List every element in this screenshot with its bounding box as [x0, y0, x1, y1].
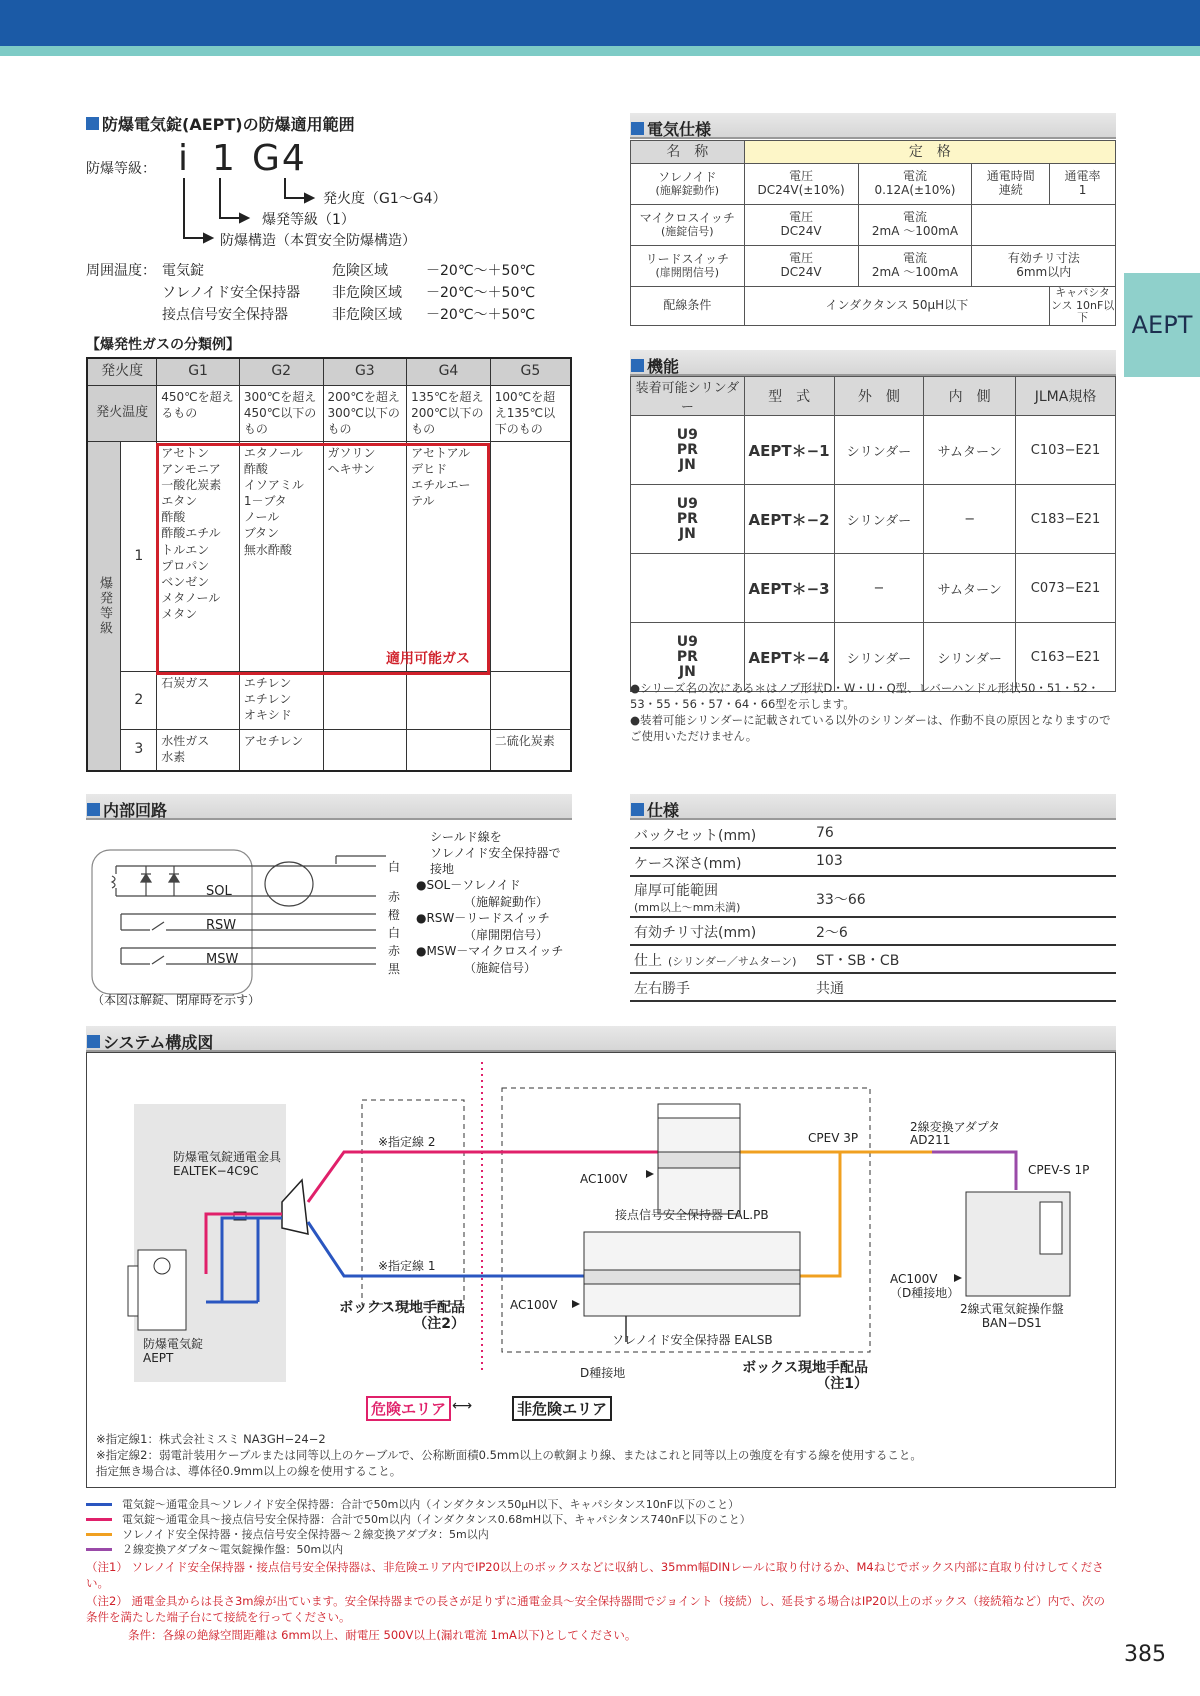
gas-cell-3-g3: [323, 729, 407, 771]
func-note: ●シリーズ名の次にある＊はノブ形状D・W・U・Q型、レバーハンドル形状50・51・52・53・55・56・57・64・66型を示します。: [630, 681, 1100, 712]
gas-item: アセトン: [161, 445, 210, 460]
gas-item: エチルエー: [411, 477, 471, 492]
temp-names: [162, 260, 300, 326]
elec-header-rating: 定 格: [744, 141, 1115, 164]
circuit-rsw: RSW: [206, 918, 237, 933]
gas-item: エタノール: [243, 445, 303, 460]
func-in: サムターン: [924, 554, 1016, 623]
legend-text: ソレノイド安全保持器・接点信号安全保持器〜２線変換アダプタ：5m以内: [122, 1528, 489, 1541]
circuit-title: 内部回路: [87, 798, 167, 821]
sys-lock: [143, 1337, 203, 1365]
wire-color: 赤: [388, 890, 401, 904]
circuit-caption: （本図は解錠、閉扉時を示す）: [92, 993, 261, 1007]
spec-row: [630, 878, 1116, 918]
elec-sub: (施錠信号): [661, 224, 714, 238]
footnote: ※指定線1：株式会社ミスミ NA3GH−24−2: [96, 1432, 326, 1446]
gas-item: トルエン: [161, 542, 210, 557]
temp-name: 電気錠: [162, 263, 204, 279]
legend-text: ２線変換アダプタ〜電気錠操作盤：50m以内: [122, 1543, 344, 1556]
elec-cell-label: 通電時間: [986, 169, 1035, 184]
elec-cell-value: 連続: [998, 183, 1023, 197]
elec-cell-label: 有効チリ寸法: [1007, 251, 1080, 266]
cyl-code: JN: [678, 663, 696, 680]
elec-cell-value: DC24V: [780, 224, 822, 238]
label: AD211: [910, 1133, 951, 1147]
gas-item: エチレン: [243, 675, 292, 690]
sys-box-local-2: [325, 1300, 465, 1332]
elec-cell: [972, 164, 1050, 205]
cyl-code: PR: [676, 441, 698, 458]
gas-item: 二硫化炭素: [494, 733, 555, 748]
code-1: 1: [212, 138, 235, 179]
gas-item: 酢酸エチル: [161, 526, 221, 541]
wire-color: 白: [388, 926, 401, 940]
side-tab: AEPT: [1124, 273, 1200, 377]
gas-item: 石炭ガス: [161, 675, 210, 690]
label: BAN−DS1: [981, 1316, 1042, 1330]
bullet-square-icon: [87, 1035, 100, 1048]
applicable-gas-label: 適用可能ガス: [386, 651, 470, 667]
gas-title: 【爆発性ガスの分類例】: [86, 337, 240, 353]
elec-wiring-c: キャパシタンス 10nF以下: [1050, 286, 1115, 325]
gas-item: 水性ガス: [161, 733, 210, 748]
sys-adapter: [910, 1121, 1000, 1147]
safe-area-label: 非危険エリア: [512, 1396, 612, 1421]
gas-item: オキシド: [243, 707, 292, 722]
ann-structure: 防爆構造（本質安全防爆構造）: [220, 233, 416, 249]
cyl-code: JN: [678, 525, 696, 542]
gas-cell-3-g2: [239, 729, 323, 771]
elec-cell: [1050, 164, 1116, 205]
cyl-code: U9: [676, 633, 698, 650]
elec-title: 電気仕様: [631, 117, 711, 140]
func-note: ●装着可能シリンダーに記載されている以外のシリンダーは、作動不良の原因となりますのでご使用いただけません。: [630, 713, 1111, 744]
bullet-square-icon: [631, 359, 644, 372]
elec-sub: (扉開閉信号): [655, 265, 720, 279]
label: （D種接地）: [890, 1286, 960, 1300]
spec-row: [630, 947, 1116, 974]
cyl-code: U9: [676, 495, 698, 512]
temp-label: 周囲温度：: [86, 263, 156, 279]
gas-item: ノール: [243, 510, 280, 525]
temp-areas: [332, 260, 402, 326]
bullet-square-icon: [631, 122, 644, 135]
gas-header-ignition: 発火度: [87, 358, 157, 385]
gas-cell-2-g2: [239, 671, 323, 729]
spec-key: バックセット(mm): [634, 828, 757, 844]
code-g4: G4: [252, 138, 307, 179]
cyl-code: PR: [676, 510, 698, 527]
circuit-msw: MSW: [206, 952, 239, 967]
label: 2線式電気錠操作盤: [960, 1302, 1064, 1316]
func-out: シリンダー: [834, 416, 924, 485]
elec-cell-label: 電圧: [789, 251, 814, 266]
header-bar: [0, 0, 1200, 46]
gas-item: メタン: [161, 607, 198, 622]
func-header: 外 側: [834, 377, 924, 416]
spec-key: ケース深さ(mm): [634, 856, 742, 872]
elec-wiring-label: 配線条件: [631, 287, 745, 326]
elec-cell-label: 電流: [902, 169, 927, 184]
bullet-square-icon: [86, 117, 99, 130]
gas-item: ブタン: [243, 526, 280, 541]
func-header: JLMA規格: [1016, 377, 1116, 416]
gas-class: 1: [121, 441, 157, 671]
note-2: （注2） 通電金具からは長さ3m線が出ています。安全保持器までの長さが足りずに通電金具〜安全保持器間でジョイント（接続）し、延長する場合はIP20以上のボックス（接続箱など）内で、次の条件を満たした端子台にて接続を行ってください。: [86, 1594, 1105, 1624]
legend-item: （施解錠動作）: [464, 894, 549, 909]
footnote: 指定無き場合は、導体径0.9mm以上の線を使用すること。: [96, 1464, 402, 1478]
gas-item: 1－ブタ: [243, 494, 287, 509]
gas-item: ガソリン: [327, 445, 376, 460]
spec-key: 有効チリ寸法(mm): [634, 925, 757, 941]
temp-area: 非危険区域: [332, 307, 402, 323]
gas-item: 水素: [161, 749, 186, 764]
elec-name: マイクロスイッチ: [639, 210, 735, 225]
elec-cell: [744, 164, 858, 205]
func-jlma: C183−E21: [1016, 485, 1116, 554]
elec-cell-empty: [972, 205, 1116, 246]
label: （注2）: [413, 1316, 465, 1332]
gas-col: G1: [157, 358, 240, 385]
gas-cell-3-g1: [157, 729, 240, 771]
func-header: 内 側: [924, 377, 1016, 416]
gas-cell-3-g5: [490, 729, 571, 771]
elec-cell-label: 通電率: [1064, 169, 1101, 184]
legend-line-blue: [86, 1503, 112, 1506]
elec-row-name: [631, 164, 745, 205]
gas-item: 酢酸: [243, 461, 268, 476]
wire-color: 橙: [388, 908, 401, 922]
elec-cell-value: DC24V(±10%): [757, 183, 845, 197]
legend-item: ●SOL－ソレノイド: [416, 878, 521, 892]
cyl-code: U9: [676, 426, 698, 443]
func-title-bar: [630, 350, 1116, 376]
gas-item: デヒド: [411, 461, 448, 476]
label: ボックス現地手配品: [742, 1360, 868, 1376]
gas-temp: 100℃を超え135℃以下のもの: [490, 385, 571, 441]
elec-name: ソレノイド: [658, 169, 717, 184]
gas-item: 酢酸: [161, 510, 186, 525]
func-out: −: [834, 554, 924, 623]
gas-item: エチレン: [243, 691, 292, 706]
gas-item: プロパン: [161, 558, 210, 573]
gas-temp: 135℃を超え200℃以下のもの: [407, 385, 491, 441]
gas-item: ヘキサン: [327, 461, 375, 476]
gas-item: テル: [411, 494, 435, 509]
gas-cell-1-g5: [490, 441, 571, 671]
func-cyl: [631, 554, 745, 623]
temp-ranges: [426, 260, 535, 326]
spec-key: 扉厚可能範囲: [634, 883, 718, 899]
sys-lock-conn: [173, 1150, 281, 1178]
func-in: −: [924, 485, 1016, 554]
gas-temp: 300℃を超え450℃以下のもの: [239, 385, 323, 441]
gas-cell-3-g4: [407, 729, 491, 771]
temp-range: －20℃〜＋50℃: [426, 263, 536, 279]
circuit-shield-note: [430, 829, 560, 877]
sys-cpev3p: CPEV 3P: [808, 1131, 859, 1145]
spec-value: ST・SB・CB: [816, 953, 900, 969]
elec-cell-label: 電圧: [789, 169, 814, 184]
spec-row: [630, 919, 1116, 946]
elec-name: リードスイッチ: [645, 251, 730, 266]
cyl-code: JN: [678, 456, 696, 473]
note-condition: 条件：各線の絶縁空間距離は 6mm以上、耐電圧 500V以上(漏れ電流 1mA以下)としてください。: [128, 1628, 637, 1642]
legend-text: 電気錠〜通電金具〜ソレノイド安全保持器：合計で50m以内（インダクタンス50μH以下、キャパシタンス10nF以下のこと）: [122, 1498, 740, 1511]
gas-col: G5: [490, 358, 571, 385]
elec-cell: [858, 205, 972, 246]
applicable-gas-box: [156, 443, 490, 675]
func-table: [630, 376, 1116, 692]
func-in: シリンダー: [924, 623, 1016, 692]
elec-sub: (施解錠動作): [655, 183, 720, 197]
gas-col: G3: [323, 358, 407, 385]
spec-value: 33〜66: [816, 892, 866, 908]
temp-name: ソレノイド安全保持器: [162, 285, 301, 301]
header-stripe: [0, 46, 1200, 56]
label: EALTEK−4C9C: [173, 1164, 259, 1178]
func-model: AEPT＊−1: [744, 416, 834, 485]
sys-line2: ※指定線 2: [378, 1135, 436, 1149]
sys-cpevs: CPEV-S 1P: [1028, 1163, 1090, 1177]
temp-range: －20℃〜＋50℃: [426, 285, 536, 301]
gas-class: 3: [121, 729, 157, 771]
gas-item: アンモニア: [161, 461, 221, 476]
spec-title: 仕様: [631, 798, 679, 821]
circuit-diagram: [86, 826, 386, 1006]
bullet-square-icon: [631, 803, 644, 816]
sys-ac100-pb: AC100V: [580, 1172, 628, 1186]
ann-explosion: 爆発等級（1）: [262, 212, 355, 228]
elec-cell: [972, 246, 1116, 287]
gas-item: 無水酢酸: [243, 542, 292, 557]
gas-class: 2: [121, 671, 157, 729]
sys-d-ground: D種接地: [580, 1366, 626, 1380]
label: 2線変換アダプタ: [910, 1120, 1000, 1134]
elec-cell-label: 電圧: [789, 210, 814, 225]
legend-item: （扉開閉信号）: [464, 927, 549, 942]
gas-item: イソアミル: [243, 477, 304, 492]
func-cyl: [631, 485, 745, 554]
wire-color: 赤: [388, 944, 401, 958]
elec-cell-value: DC24V: [780, 265, 822, 279]
bullet-square-icon: [87, 803, 100, 816]
circuit-legend: [416, 877, 563, 976]
func-cyl: [631, 416, 745, 485]
elec-cell-value: 6mm以内: [1016, 265, 1072, 279]
gas-item: 一酸化炭素: [161, 477, 222, 492]
gas-cell-2-g5: [490, 671, 571, 729]
label: ボックス現地手配品: [339, 1300, 465, 1316]
gas-temp: 450℃を超えるもの: [157, 385, 240, 441]
func-notes: [630, 680, 1118, 744]
scope-title: 防爆電気錠(AEPT)の防爆適用範囲: [86, 112, 355, 135]
elec-cell-value: 0.12A(±10%): [874, 183, 956, 197]
label: AEPT: [143, 1351, 174, 1365]
gas-header-temp: 発火温度: [87, 385, 157, 441]
gas-item: アセチレン: [243, 733, 304, 748]
func-out: シリンダー: [834, 623, 924, 692]
circuit-sol: SOL: [206, 884, 232, 899]
wire-color: 白: [388, 860, 401, 874]
func-model: AEPT＊−4: [744, 623, 834, 692]
temp-area: 危険区域: [332, 263, 388, 279]
spec-row: [630, 822, 1116, 849]
sys-line1: ※指定線 1: [378, 1259, 436, 1273]
func-model: AEPT＊−2: [744, 485, 834, 554]
func-out: シリンダー: [834, 485, 924, 554]
legend-item: ●MSW－マイクロスイッチ: [416, 944, 564, 958]
gas-cell-2-g4: [407, 671, 491, 729]
gas-col: G2: [239, 358, 323, 385]
elec-wiring-l: インダクタンス 50μH以下: [744, 287, 1049, 326]
page-number: 385: [1124, 1642, 1166, 1667]
spec-value: 共通: [816, 981, 844, 997]
rating-label: 防爆等級：: [86, 161, 156, 177]
sys-box-local-1: [728, 1360, 868, 1392]
spec-row: [630, 975, 1116, 1002]
spec-key: 仕上: [634, 953, 662, 969]
code-i: i: [178, 138, 189, 179]
footnote: ※指定線2：弱電計装用ケーブルまたは同等以上のケーブルで、公称断面積0.5mm以上の軟銅より線、またはこれと同等以上の強度を有する線を使用すること。: [96, 1448, 922, 1462]
temp-range: －20℃〜＋50℃: [426, 307, 536, 323]
danger-area-label: 危険エリア: [366, 1396, 451, 1421]
shield-text: 接地: [430, 862, 455, 876]
elec-cell: [858, 164, 972, 205]
func-model: AEPT＊−3: [744, 554, 834, 623]
gas-col: G4: [407, 358, 491, 385]
elec-cell-label: 電流: [902, 251, 927, 266]
func-header: 型 式: [744, 377, 834, 416]
gas-item: ベンゼン: [161, 575, 210, 589]
func-jlma: C163−E21: [1016, 623, 1116, 692]
system-diagram: [86, 1052, 1116, 1382]
label: 防爆電気錠: [143, 1337, 204, 1351]
label: （注1）: [816, 1376, 868, 1392]
temp-name: 接点信号安全保持器: [162, 307, 288, 323]
legend-line-purple: [86, 1548, 112, 1551]
elec-row-name: [631, 205, 745, 246]
sys-ac100-sb: AC100V: [510, 1298, 558, 1312]
legend-line-orange: [86, 1533, 112, 1536]
spec-key-sub: (シリンダー／サムターン): [668, 955, 797, 968]
elec-cell: [744, 205, 858, 246]
sys-eal-pb: 接点信号安全保持器 EAL.PB: [615, 1208, 769, 1222]
circuit-wire-colors: [388, 858, 400, 978]
elec-cell-label: 電流: [902, 210, 927, 225]
elec-cell: [744, 246, 858, 287]
system-title-bar: [86, 1026, 1116, 1052]
func-jlma: C103−E21: [1016, 416, 1116, 485]
spec-value: 103: [816, 853, 843, 869]
sys-ac100-panel: [890, 1272, 959, 1300]
func-title: 機能: [631, 354, 679, 377]
gas-cell-2-g1: [157, 671, 240, 729]
temp-area: 非危険区域: [332, 285, 402, 301]
double-arrow-icon: ⟷: [452, 1398, 473, 1414]
legend-line-magenta: [86, 1518, 112, 1521]
legend-item: （施錠信号）: [464, 960, 537, 975]
sys-eal-sb: ソレノイド安全保持器 EALSB: [612, 1333, 773, 1347]
shield-text: シールド線を: [430, 830, 502, 844]
spec-row: [630, 850, 1116, 877]
ann-ignition: 発火度（G1〜G4）: [323, 191, 447, 207]
func-header: 装着可能シリンダー: [631, 377, 745, 416]
gas-header-class: 爆発等級: [87, 441, 121, 771]
system-footnotes: [96, 1431, 922, 1479]
shield-text: ソレノイド安全保持器で: [430, 846, 561, 860]
wire-color: 黒: [388, 962, 401, 976]
cyl-code: PR: [676, 648, 698, 665]
gas-temp: 200℃を超え300℃以下のもの: [323, 385, 407, 441]
spec-value: 2〜6: [816, 925, 848, 941]
label: 防爆電気錠通電金具: [173, 1150, 282, 1164]
sys-panel: [960, 1302, 1064, 1330]
elec-cell-value: 2mA 〜100mA: [871, 265, 959, 279]
gas-item: アセトアル: [411, 445, 471, 460]
spec-key: 左右勝手: [634, 981, 690, 997]
elec-cell-value: 1: [1078, 183, 1087, 197]
gas-cell-2-g3: [323, 671, 407, 729]
legend-item: ●RSW－リードスイッチ: [416, 911, 550, 925]
elec-header-name: 名 称: [631, 141, 745, 164]
func-jlma: C073−E21: [1016, 554, 1116, 623]
spec-value: 76: [816, 825, 834, 841]
elec-cell-value: 2mA 〜100mA: [871, 224, 959, 238]
gas-item: メタノール: [161, 591, 221, 606]
elec-cell: [858, 246, 972, 287]
system-title: システム構成図: [87, 1030, 213, 1053]
elec-row-name: [631, 246, 745, 287]
spec-title-bar: [630, 794, 1116, 820]
legend-text: 電気錠〜通電金具〜接点信号安全保持器：合計で50m以内（インダクタンス0.68mH以下、キャパシタンス740nF以下のこと）: [122, 1513, 751, 1526]
spec-key-sub: (mm以上〜mm未満): [634, 901, 741, 914]
func-in: サムターン: [924, 416, 1016, 485]
gas-item: エタン: [161, 494, 198, 509]
label: AC100V: [890, 1272, 938, 1286]
elec-table: [630, 140, 1116, 326]
note-1: （注1） ソレノイド安全保持器・接点信号安全保持器は、非危険エリア内でIP20以上のボックスなどに収納し、35mm幅DINレールに取り付けるか、M4ねじでボックス内部に直取り付けしてください。: [86, 1560, 1104, 1590]
